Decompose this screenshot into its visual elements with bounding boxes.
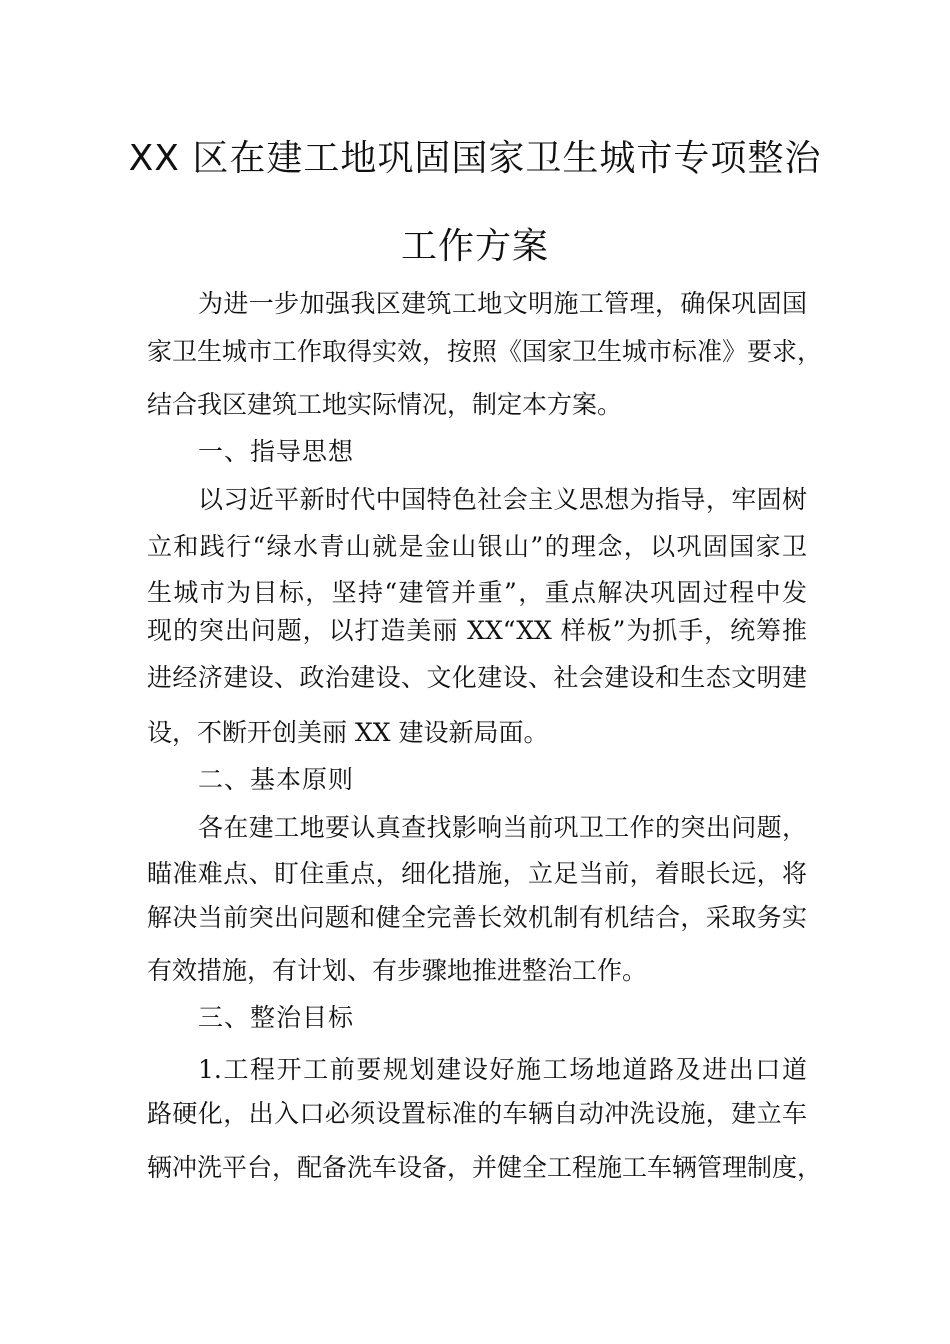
paragraph-line: 辆冲洗平台，配备洗车设备，并健全工程施工车辆管理制度， bbox=[147, 1153, 823, 1182]
paragraph-line: 瞄准难点、盯住重点，细化措施，立足当前，着眼长远，将 bbox=[147, 859, 807, 888]
paragraph-line: 各在建工地要认真查找影响当前巩卫工作的突出问题， bbox=[198, 813, 807, 842]
paragraph-line: 路硬化，出入口必须设置标准的车辆自动冲洗设施，建立车 bbox=[147, 1099, 807, 1128]
paragraph-line: 1.工程开工前要规划建设好施工场地道路及进出口道 bbox=[198, 1055, 807, 1084]
paragraph-line: 立和践行“绿水青山就是金山银山”的理念，以巩固国家卫 bbox=[147, 532, 807, 561]
paragraph-line: 有效措施，有计划、有步骤地推进整治工作。 bbox=[147, 956, 648, 985]
paragraph-line: 为进一步加强我区建筑工地文明施工管理，确保巩固国 bbox=[198, 289, 807, 318]
paragraph-line: 解决当前突出问题和健全完善长效机制有机结合，采取务实 bbox=[147, 903, 807, 932]
section-heading: 二、基本原则 bbox=[198, 765, 355, 794]
paragraph-line: 以习近平新时代中国特色社会主义思想为指导，牢固树 bbox=[198, 485, 807, 514]
paragraph-line: 结合我区建筑工地实际情况，制定本方案。 bbox=[147, 390, 623, 419]
paragraph-line: 设，不断开创美丽 XX 建设新局面。 bbox=[147, 718, 549, 747]
document-title-line-1: XX 区在建工地巩固国家卫生城市专项整治 bbox=[128, 138, 822, 179]
section-heading: 一、指导思想 bbox=[198, 437, 355, 466]
paragraph-line: 现的突出问题，以打造美丽 XX“XX 样板”为抓手，统筹推 bbox=[147, 616, 807, 645]
section-heading: 三、整治目标 bbox=[198, 1003, 355, 1032]
paragraph-line: 家卫生城市工作取得实效，按照《国家卫生城市标准》要求， bbox=[147, 337, 823, 366]
paragraph-line: 生城市为目标，坚持“建管并重”，重点解决巩固过程中发 bbox=[147, 578, 807, 607]
document-title-line-2: 工作方案 bbox=[400, 226, 549, 267]
paragraph-line: 进经济建设、政治建设、文化建设、社会建设和生态文明建 bbox=[147, 663, 807, 692]
